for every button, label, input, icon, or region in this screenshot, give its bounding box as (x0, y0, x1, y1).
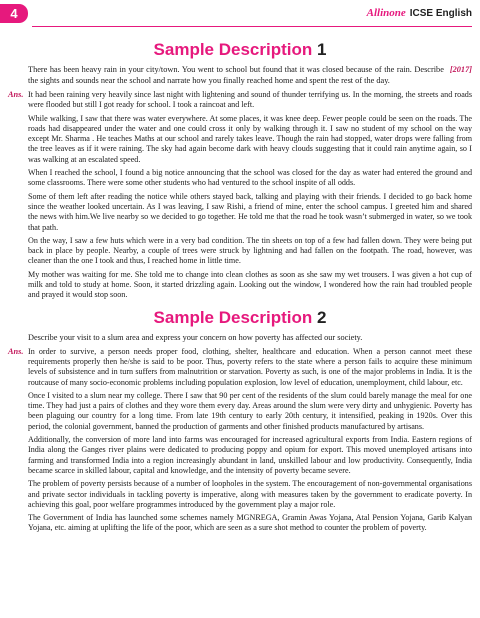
question-year: [2017] (449, 65, 472, 74)
brand-subject: ICSE English (409, 8, 472, 19)
answer-paragraph: On the way, I saw a few huts which were in a very bad condition. The tin sheets on top of a few had fallen down. They were being put back in place by people. Nearby, a couple of trees were struck by lightning and had fallen on the footpath. The road, however, was cleaner than the one I took and thus, I reached home in little time. (28, 235, 472, 266)
section-title-number: 2 (316, 307, 327, 327)
section-title-text: Sample Description (153, 307, 313, 327)
answer-paragraph: When I reached the school, I found a big notice announcing that the school was closed for the day as water had entered the ground and some classrooms. There were some other students who had ventured to the school inspite of all odds. (28, 168, 472, 188)
answer-label: Ans. (8, 346, 24, 356)
sample-description-1 (8, 40, 472, 301)
question (8, 332, 472, 343)
answer-paragraph: In order to survive, a person needs proper food, clothing, shelter, healthcare and education. When a person cannot meet these requirements properly then he/she is said to be poor. Thus, poverty refers to the state where a person fails to acquire these minimum levels of subsistence and in turn suffers from malnutrition or starvation. Poverty as such, is one of the major problems in India. It is the routcause of many socio-economic problems including population explosion, low level of education, unemployment, child labour, etc. (28, 346, 472, 387)
question (8, 64, 472, 86)
page-number-badge: 4 (0, 4, 28, 23)
brand-logo: Allinone (366, 7, 406, 19)
page-content (8, 40, 472, 537)
answer (8, 90, 472, 301)
brand (367, 7, 472, 19)
header-rule (32, 26, 472, 27)
question-text: Describe your visit to a slum area and express your concern on how poverty has affected our society. (28, 332, 363, 342)
section-title (8, 308, 472, 328)
answer (8, 347, 472, 534)
question-text: There has been heavy rain in your city/town. You went to school but found that it was closed because of the rain. Describe the sights and sounds near the school and narrate how you finally reached home and spent the rest of the day. (28, 65, 444, 85)
answer-paragraph: The problem of poverty persists because of a number of loopholes in the system. The encouragement of non-governmental organisations and private sector individuals in tackling poverty is imperative, along with measures taken by the government to eradicate poverty. In achieving this goal, poor welfare programmes introduced by the government play a major role. (28, 479, 472, 509)
section-title-text: Sample Description (153, 40, 313, 59)
answer-paragraph: While walking, I saw that there was water everywhere. At some places, it was knee deep. Fewer people could be seen on the roads. The roads had disappeared under the water and one could cross it only by walking through it. I saw no student of my school on the way except Mr. Sharma . He teaches Maths at our school and rarely takes leave. Though the rain had stopped, water drops were falling from the tree leaves as if it were raining. The sky had again become dark with heavy clouds suggesting that it could rain anytime again, so I was walking at an escalated speed. (28, 113, 472, 164)
answer-paragraph: My mother was waiting for me. She told me to change into clean clothes as soon as she saw my wet trousers. I was given a hot cup of milk and told to study at home. Soon, it started drizzling again. Looking out the window, I wondered how the rain had troubled people and prayed it would stop soon. (28, 269, 472, 300)
sample-description-2 (8, 308, 472, 534)
section-title-number: 1 (316, 40, 327, 59)
answer-paragraph: Once I visited to a slum near my college. There I saw that 90 per cent of the residents of the slum could barely manage the meal for one time. They had just a pairs of clothes and they wore them every day. Areas around the slum were very dirty and unhygienic. Poverty has been plaguing our country for a long time. From late 19th century to early 20th century, it intensified, peaking in 1920s. Over this period, the colonial government, banned the production of garments and other finished products manufactured by artisans. (28, 390, 472, 431)
answer-paragraph: Additionally, the conversion of more land into farms was encouraged for increased agricultural exports from India. Eastern regions of India along the Ganges river plains were dedicated to producing poppy and opium for export. This moved unemployed artisans into farming and transformed India into a region increasingly abundant in land, unskilled labour and low productivity. Consequently, India became scarce in skilled labour, capital and knowledge, and the intensity of poverty became severe. (28, 435, 472, 475)
answer-paragraph: Some of them left after reading the notice while others stayed back, talking and playing with their friends. I decided to go back home since the weather looked uncertain. As I was leaving, I saw Rishi, a friend of mine, enter the school campus. I greeted him and shared the news with him.We live nearby so we decided to go together. He told me that the road he took wasn’t submerged in water, so we took that path. (28, 191, 472, 232)
page-header (0, 0, 480, 32)
answer-paragraph: The Government of India has launched some schemes namely MGNREGA, Gramin Awas Yojana, Atal Pension Yojana, Garib Kalyan Yojana, etc. aiming at uplifting the life of the poor, which are seen as a sure shot method to counter the problem of poverty. (28, 513, 472, 533)
answer-paragraph: It had been raining very heavily since last night with lightening and sound of thunder terrifying us. In the morning, the streets and roads were flooded but still I got ready for school. I took a raincoat and left. (28, 90, 472, 110)
answer-label: Ans. (8, 90, 24, 99)
section-title (8, 40, 472, 60)
